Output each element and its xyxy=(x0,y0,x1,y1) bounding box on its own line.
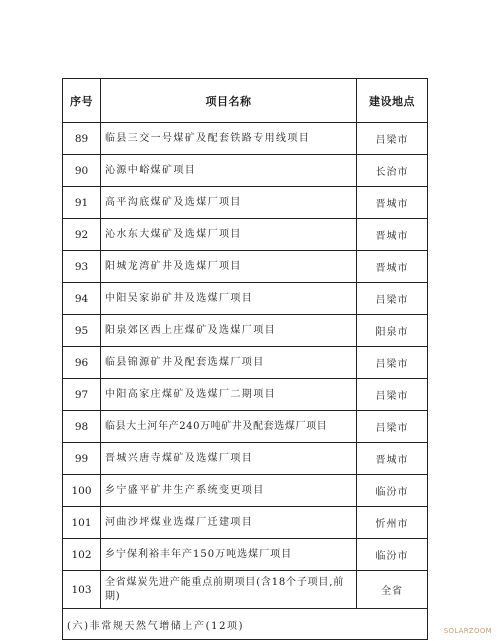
table-row xyxy=(63,123,428,155)
row-seq: 102 xyxy=(63,539,101,571)
row-project-name: 阳城龙湾矿井及选煤厂项目 xyxy=(101,251,357,283)
row-location: 吕梁市 xyxy=(357,379,428,411)
row-project-name: 河曲沙坪煤业选煤厂迁建项目 xyxy=(101,507,357,539)
row-location: 长治市 xyxy=(357,155,428,187)
table-row xyxy=(63,315,428,347)
section-heading: (六)非常规天然气增储上产(12项) xyxy=(63,609,428,640)
row-project-name: 阳泉郊区西上庄煤矿及选煤厂项目 xyxy=(101,315,357,347)
table-row xyxy=(63,155,428,187)
row-project-name: 临县锦源矿井及配套选煤厂项目 xyxy=(101,347,357,379)
row-project-name: 乡宁盛平矿井生产系统变更项目 xyxy=(101,475,357,507)
project-table xyxy=(62,78,428,640)
header-project-name: 项目名称 xyxy=(101,79,357,123)
row-project-name: 全省煤炭先进产能重点前期项目(含18个子项目,前期) xyxy=(101,571,357,609)
row-seq: 89 xyxy=(63,123,101,155)
row-location: 阳泉市 xyxy=(357,315,428,347)
row-location: 吕梁市 xyxy=(357,411,428,443)
row-location: 吕梁市 xyxy=(357,283,428,315)
row-seq: 91 xyxy=(63,187,101,219)
row-seq: 92 xyxy=(63,219,101,251)
row-location: 吕梁市 xyxy=(357,347,428,379)
table-row xyxy=(63,283,428,315)
row-seq: 101 xyxy=(63,507,101,539)
row-location: 临汾市 xyxy=(357,539,428,571)
table-row xyxy=(63,379,428,411)
row-location: 晋城市 xyxy=(357,187,428,219)
row-location: 晋城市 xyxy=(357,219,428,251)
table-row xyxy=(63,219,428,251)
row-location: 全省 xyxy=(357,571,428,609)
row-location: 晋城市 xyxy=(357,251,428,283)
table-row xyxy=(63,251,428,283)
table-body xyxy=(63,123,428,640)
header-location: 建设地点 xyxy=(357,79,428,123)
row-seq: 103 xyxy=(63,571,101,609)
table-row xyxy=(63,411,428,443)
row-seq: 98 xyxy=(63,411,101,443)
row-project-name: 高平沟底煤矿及选煤厂项目 xyxy=(101,187,357,219)
table-row xyxy=(63,507,428,539)
row-project-name: 中阳高家庄煤矿及选煤厂二期项目 xyxy=(101,379,357,411)
row-project-name: 乡宁保利裕丰年产150万吨选煤厂项目 xyxy=(101,539,357,571)
row-project-name: 晋城兴唐寺煤矿及选煤厂项目 xyxy=(101,443,357,475)
header-row xyxy=(63,79,428,123)
watermark-logo: SOLARZOOM xyxy=(443,627,492,635)
row-project-name: 临县大土河年产240万吨矿井及配套选煤厂项目 xyxy=(101,411,357,443)
section-row xyxy=(63,609,428,640)
table-row xyxy=(63,539,428,571)
row-seq: 97 xyxy=(63,379,101,411)
row-project-name: 沁水东大煤矿及选煤厂项目 xyxy=(101,219,357,251)
table-row xyxy=(63,347,428,379)
table-header xyxy=(63,79,428,123)
row-location: 晋城市 xyxy=(357,443,428,475)
row-seq: 95 xyxy=(63,315,101,347)
table-row xyxy=(63,443,428,475)
table-row xyxy=(63,475,428,507)
row-seq: 90 xyxy=(63,155,101,187)
row-seq: 94 xyxy=(63,283,101,315)
table-row xyxy=(63,187,428,219)
header-seq: 序号 xyxy=(63,79,101,123)
row-location: 忻州市 xyxy=(357,507,428,539)
row-seq: 100 xyxy=(63,475,101,507)
row-location: 临汾市 xyxy=(357,475,428,507)
table-row xyxy=(63,571,428,609)
row-location: 吕梁市 xyxy=(357,123,428,155)
row-seq: 96 xyxy=(63,347,101,379)
row-seq: 93 xyxy=(63,251,101,283)
row-seq: 99 xyxy=(63,443,101,475)
row-project-name: 中阳吴家峁矿井及选煤厂项目 xyxy=(101,283,357,315)
document-page xyxy=(62,78,427,640)
row-project-name: 临县三交一号煤矿及配套铁路专用线项目 xyxy=(101,123,357,155)
row-project-name: 沁源中峪煤矿项目 xyxy=(101,155,357,187)
